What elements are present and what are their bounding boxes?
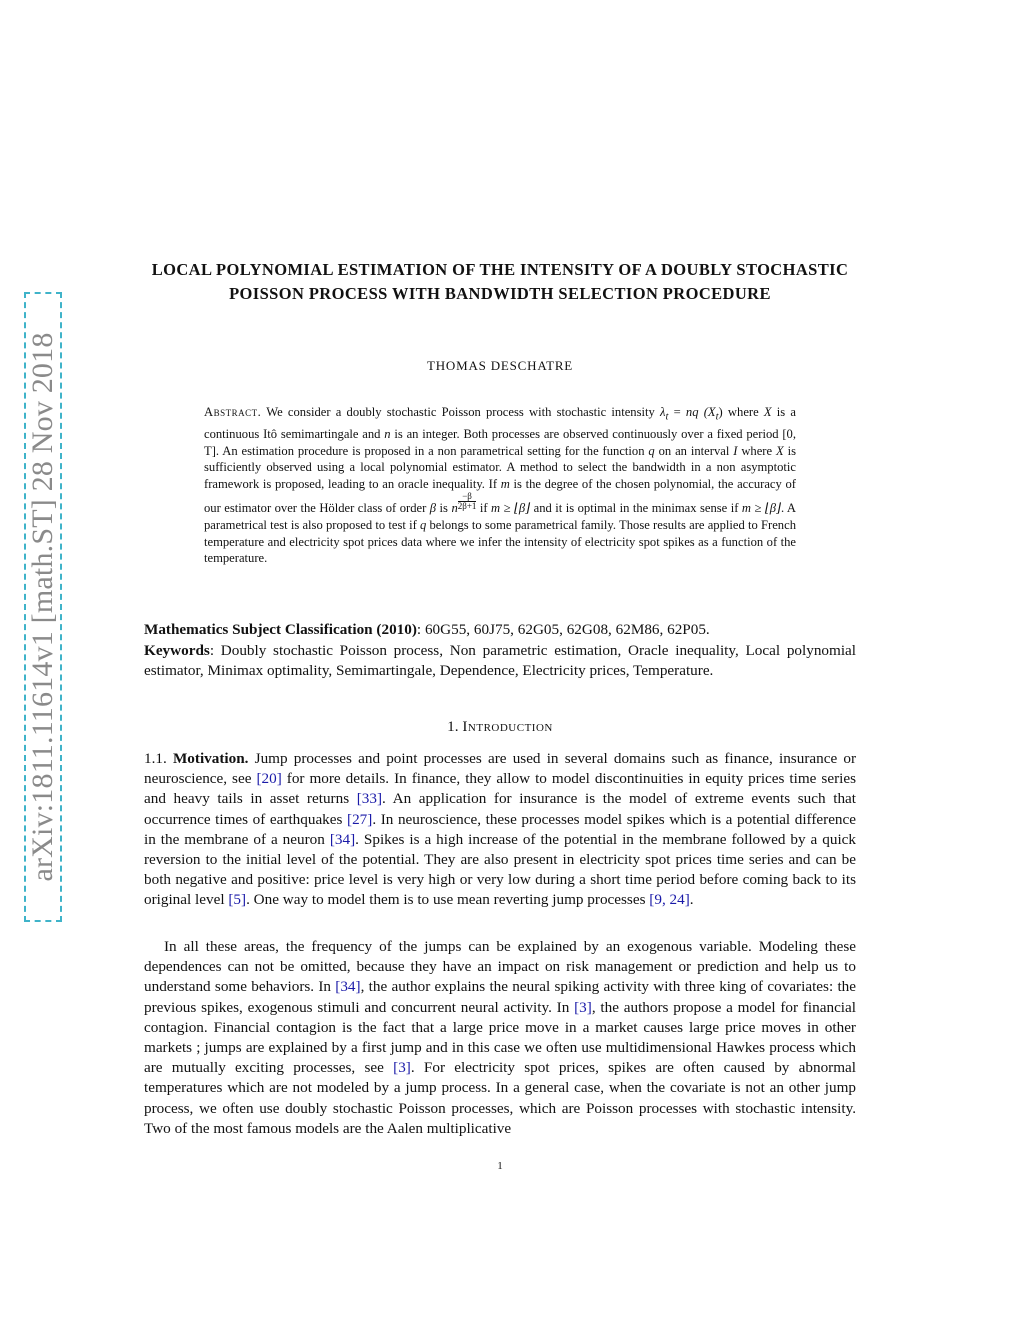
abstract-text: We consider a doubly stochastic Poisson process with stochastic intensity — [261, 405, 661, 419]
abstract-text: and it is optimal in the minimax sense if — [530, 501, 742, 516]
citation-link[interactable]: [5] — [228, 891, 247, 909]
subsection-number: 1.1. — [144, 750, 173, 767]
abstract-text: . A parametrical test is also proposed to test if — [204, 501, 797, 533]
paragraph-text: . One way to model them is to use mean reverting jump processes — [246, 891, 650, 909]
paragraph-text: Jump processes and point processes are used in several domains such as finance, insurance or neuroscience, see — [144, 750, 857, 788]
math: t — [715, 411, 719, 423]
paragraph-motivation — [144, 749, 856, 911]
citation-link[interactable]: [33] — [356, 790, 383, 808]
paragraph-text: , the authors propose a model for financial contagion. Financial contagion is the fact that a large price move in a market causes large price moves in other markets ; jumps are explained by a first jump and in this case we often use multidimensional Hawkes process which are mutually exciting processes, see — [144, 998, 856, 1077]
math: = — [668, 405, 686, 419]
abstract-label: Abstract. — [204, 405, 262, 419]
math: I — [733, 443, 738, 458]
math: q — [419, 518, 427, 533]
abstract-text: is the degree of the chosen polynomial, the accuracy of our estimator over the Hölder class of order — [204, 476, 796, 516]
citation-link[interactable]: [3] — [393, 1059, 411, 1077]
math: (X — [698, 405, 716, 419]
arxiv-stamp — [24, 292, 62, 922]
paragraph-text: . In neuroscience, these processes model spikes which is a potential difference in the membrane of a neuron — [144, 810, 857, 848]
math: t — [665, 411, 669, 423]
abstract-text: is sufficiently observed using a local polynomial estimator. A method to select the bandwidth in a non asymptotic framework is proposed, leading to an oracle inequality. If — [204, 443, 796, 491]
paragraph-covariates — [144, 937, 856, 1139]
abstract-text: belongs to some parametrical family. Those results are applied to French temperature and electricity spot prices data where we infer the intensity of electricity spot spikes as a function of the temperature. — [204, 518, 796, 566]
abstract-text: on an interval — [654, 443, 734, 458]
math: ) — [718, 405, 723, 419]
abstract-text: where — [722, 405, 764, 419]
arxiv-stamp-text: arXiv:1811.11614v1 [math.ST] 28 Nov 2018 — [26, 332, 59, 882]
subsection-title: Motivation. — [172, 750, 249, 767]
citation-link[interactable]: [27] — [347, 810, 373, 828]
abstract-text: . An estimation procedure is proposed in a non parametrical setting for the function — [215, 443, 649, 458]
keywords-line — [144, 641, 856, 682]
math: m ≥ ⌊β⌋ — [741, 501, 781, 516]
math: X — [776, 443, 784, 458]
msc-line — [144, 620, 856, 641]
section-number: 1. — [447, 718, 463, 735]
abstract — [204, 404, 796, 567]
keywords-label: Keywords — [144, 641, 210, 659]
paragraph-text: . — [689, 891, 694, 909]
math: n — [384, 427, 391, 442]
math: m ≥ ⌊β⌋ — [491, 501, 531, 516]
paragraph-text: . Spikes is a high increase of the potential in the membrane followed by a quick reversion to the initial level of the potential. They are also present in electricity spot prices time series and can be both negative and positive: price level is very high or very low during a short time period before coming back to its original level — [144, 830, 857, 909]
abstract-text: is — [436, 501, 452, 516]
paragraph-text: , the author explains the neural spiking activity with three king of covariates: the previous spikes, exogenous stimuli and concurrent neural activity. In — [144, 978, 856, 1016]
section-heading — [144, 718, 856, 736]
abstract-text: is a continuous Itô semimartingale and — [204, 405, 797, 442]
citation-link[interactable]: [34] — [329, 830, 356, 848]
math: nq — [685, 405, 699, 419]
classification-block — [144, 620, 856, 682]
paragraph-text: In all these areas, the frequency of the jumps can be explained by an exogenous variable. Modeling these dependences can not be omitted, because they have an impact on risk management or prediction and help us to understand some behaviors. In — [144, 938, 856, 996]
rate-denominator: 2β+1 — [457, 501, 477, 512]
paragraph-text: for more details. In finance, they allow to model discontinuities in equity prices time series and heavy tails in asset returns — [144, 770, 856, 808]
paper-title: LOCAL POLYNOMIAL ESTIMATION OF THE INTENSITY OF A DOUBLY STOCHASTIC POISSON PROCESS WITH BANDWIDTH SELECTION PROCEDURE — [151, 260, 849, 303]
math: λ — [660, 405, 666, 419]
citation-link[interactable]: [9, 24] — [649, 891, 690, 909]
math: β — [429, 501, 437, 516]
abstract-text: where — [737, 443, 776, 458]
author-name: THOMAS DESCHATRE — [426, 358, 574, 373]
math: m — [500, 476, 510, 491]
rate-numerator: −β — [458, 492, 477, 502]
msc-codes: : 60G55, 60J75, 62G05, 62G08, 62M86, 62P05. — [416, 621, 710, 638]
paragraph-text: . An application for insurance is the model of extreme events such that occurrence times of earthquakes — [144, 790, 856, 828]
msc-label: Mathematics Subject Classification (2010) — [144, 621, 417, 638]
page-number: 1 — [497, 1160, 503, 1172]
section-title: Introduction — [462, 718, 553, 735]
citation-link[interactable]: [34] — [335, 978, 361, 996]
paragraph-text: . For electricity spot prices, spikes are often caused by abnormal temperatures which are not modeled by a jump process. In a general case, when the covariate is not an other jump process, we often use doubly stochastic Poisson processes, which are Poisson processes with stochastic intensity. Two of the most famous models are the Aalen multiplicative — [144, 1059, 857, 1137]
citation-link[interactable]: [20] — [256, 770, 282, 788]
math: n — [451, 501, 458, 516]
math: [0, T] — [204, 427, 796, 458]
keywords-text: : Doubly stochastic Poisson process, Non parametric estimation, Oracle inequality, Local polynomial estimator, Minimax optimality, Semimartingale, Dependence, Electricity prices, Temperature. — [144, 641, 856, 679]
math: q — [648, 443, 655, 458]
abstract-text: if — [476, 501, 492, 516]
rate-exponent — [458, 492, 477, 511]
math: X — [763, 405, 772, 419]
abstract-text: is an integer. Both processes are observed continuously over a fixed period — [390, 427, 783, 442]
citation-link[interactable]: [3] — [574, 998, 592, 1016]
